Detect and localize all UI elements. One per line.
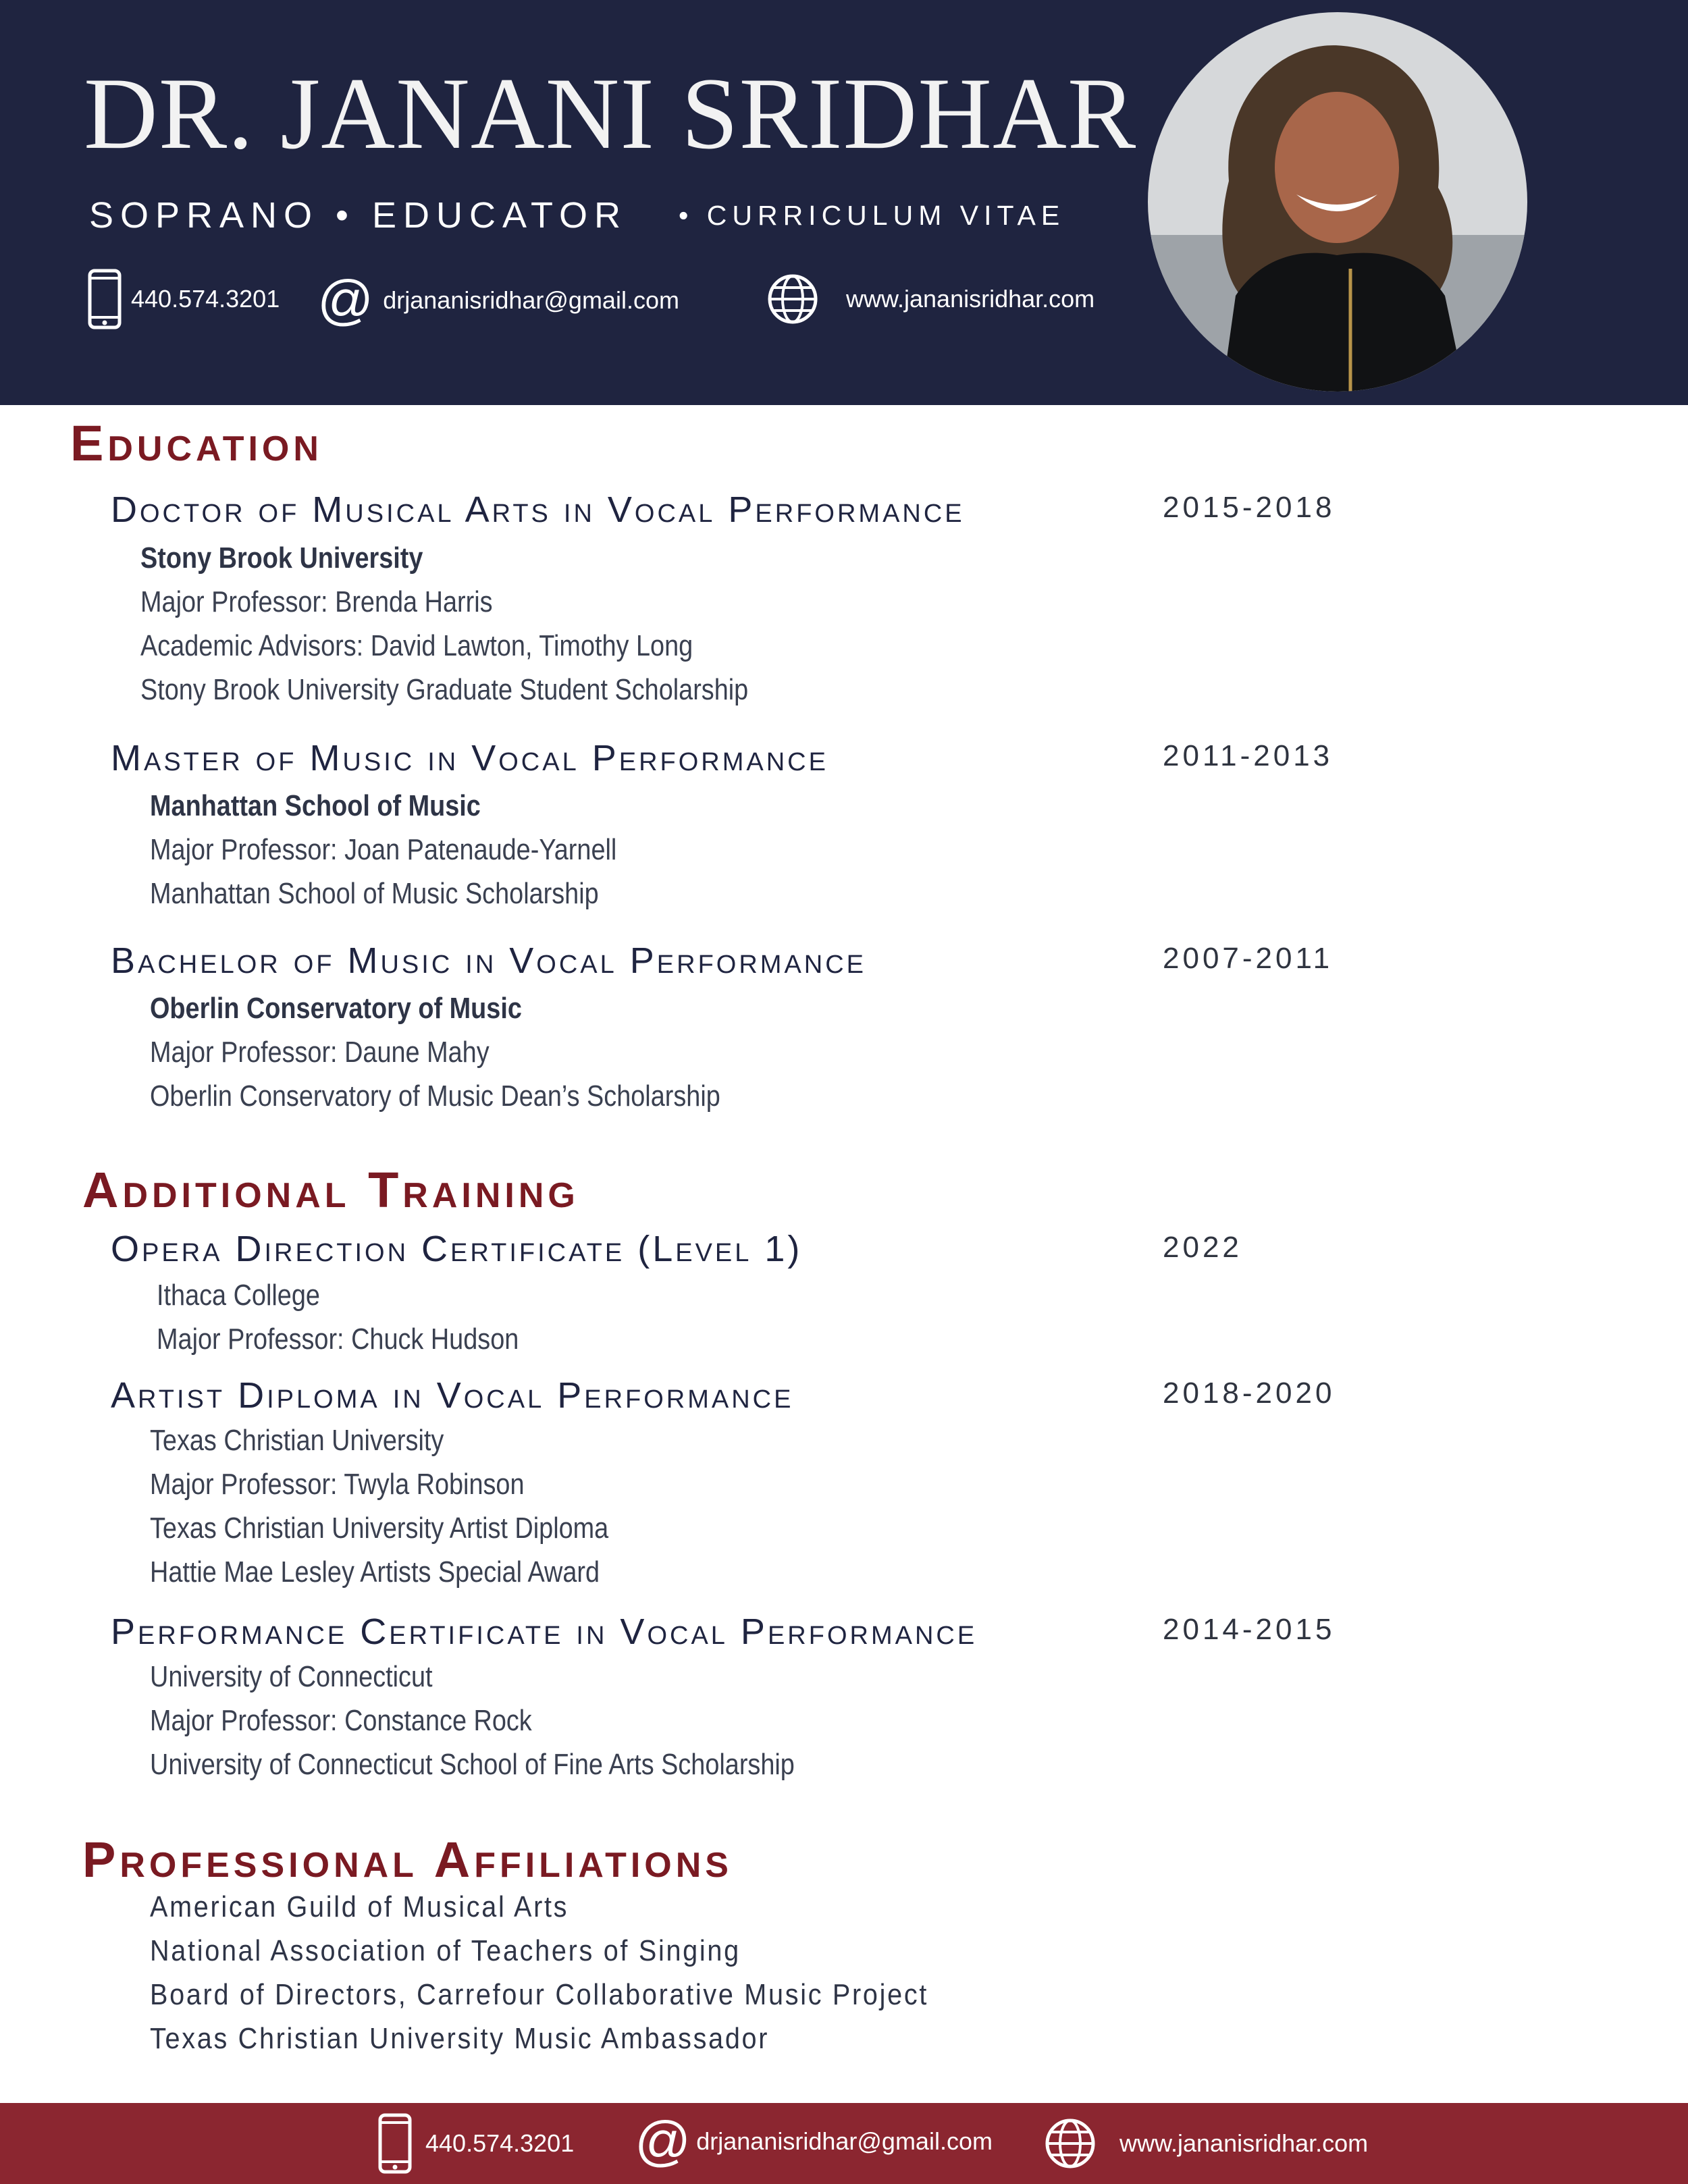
entry-line: Manhattan School of Music Scholarship — [150, 877, 599, 910]
entry-title: Opera Direction Certificate (Level 1) — [111, 1229, 803, 1269]
header-website[interactable] — [766, 273, 1094, 325]
globe-icon — [766, 273, 819, 325]
header-email-text: drjananisridhar@gmail.com — [383, 286, 679, 314]
entry-school: Stony Brook University — [140, 541, 423, 575]
entry-line: Texas Christian University Artist Diploma — [150, 1512, 609, 1545]
entry-line: University of Connecticut — [150, 1660, 433, 1693]
entry-line: Oberlin Conservatory of Music Dean’s Scholarship — [150, 1080, 720, 1113]
entry-year: 2015-2018 — [1163, 491, 1336, 524]
header-phone-text: 440.574.3201 — [131, 285, 280, 313]
entry-title: Bachelor of Music in Vocal Performance — [111, 940, 867, 981]
entry-line: University of Connecticut School of Fine Arts Scholarship — [150, 1748, 795, 1781]
page-title: DR. JANANI SRIDHAR — [84, 57, 1137, 170]
entry-year: 2007-2011 — [1163, 942, 1334, 975]
cv-label: • CURRICULUM VITAE — [679, 200, 1065, 231]
footer-phone-text: 440.574.3201 — [425, 2129, 575, 2157]
entry-school: Manhattan School of Music — [150, 789, 481, 822]
list-item: National Association of Teachers of Singing — [150, 1934, 741, 1967]
section-title-education: Education — [70, 415, 323, 471]
list-item: American Guild of Musical Arts — [150, 1890, 569, 1923]
phone-icon — [378, 2113, 412, 2174]
entry-title: Artist Diploma in Vocal Performance — [111, 1375, 794, 1416]
at-icon: @ — [317, 269, 374, 331]
affiliations-list — [150, 1885, 1015, 2060]
entry-line: Major Professor: Daune Mahy — [150, 1036, 490, 1069]
entry-line: Ithaca College — [157, 1279, 320, 1312]
header-website-text: www.jananisridhar.com — [846, 285, 1095, 313]
entry-year: 2014-2015 — [1163, 1613, 1336, 1646]
entry-title: Doctor of Musical Arts in Vocal Performance — [111, 489, 965, 530]
entry-line: Major Professor: Chuck Hudson — [157, 1323, 519, 1356]
header-phone[interactable] — [88, 269, 280, 329]
footer-email[interactable] — [635, 2110, 993, 2172]
entry-title: Master of Music in Vocal Performance — [111, 738, 828, 778]
profile-photo — [1148, 12, 1527, 392]
entry-year: 2022 — [1163, 1231, 1242, 1264]
footer-website[interactable] — [1044, 2117, 1368, 2170]
at-icon: @ — [635, 2110, 691, 2172]
phone-icon — [88, 269, 122, 329]
entry-school: Oberlin Conservatory of Music — [150, 992, 522, 1025]
entry-line: Stony Brook University Graduate Student Scholarship — [140, 673, 749, 706]
header-banner — [0, 0, 1688, 405]
entry-details — [150, 784, 693, 915]
entry-line: Hattie Mae Lesley Artists Special Award — [150, 1555, 600, 1589]
entry-year: 2018-2020 — [1163, 1377, 1336, 1410]
globe-icon — [1044, 2117, 1097, 2170]
entry-line: Major Professor: Brenda Harris — [140, 585, 493, 618]
list-item: Board of Directors, Carrefour Collaborative Music Project — [150, 1978, 929, 2011]
entry-details — [157, 1273, 578, 1361]
section-title-training: Additional Training — [82, 1162, 579, 1218]
entry-details — [150, 1418, 683, 1594]
entry-line: Major Professor: Twyla Robinson — [150, 1468, 525, 1501]
list-item: Texas Christian University Music Ambassador — [150, 2022, 770, 2055]
footer-phone[interactable] — [378, 2113, 574, 2174]
entry-line: Academic Advisors: David Lawton, Timothy Long — [140, 629, 693, 662]
entry-details — [150, 986, 813, 1118]
entry-line: Texas Christian University — [150, 1424, 444, 1457]
footer-website-text: www.jananisridhar.com — [1119, 2129, 1369, 2157]
tagline: SOPRANO • EDUCATOR — [89, 195, 627, 236]
entry-year: 2011-2013 — [1163, 739, 1334, 772]
section-title-affiliations: Professional Affiliations — [82, 1832, 733, 1888]
entry-line: Major Professor: Constance Rock — [150, 1704, 532, 1737]
entry-line: Major Professor: Joan Patenaude-Yarnell — [150, 833, 617, 866]
entry-details — [150, 1655, 899, 1786]
footer-email-text: drjananisridhar@gmail.com — [696, 2127, 993, 2155]
footer-bar — [0, 2103, 1688, 2184]
header-email[interactable] — [317, 269, 679, 331]
entry-title: Performance Certificate in Vocal Performance — [111, 1612, 978, 1652]
entry-details — [140, 536, 847, 712]
